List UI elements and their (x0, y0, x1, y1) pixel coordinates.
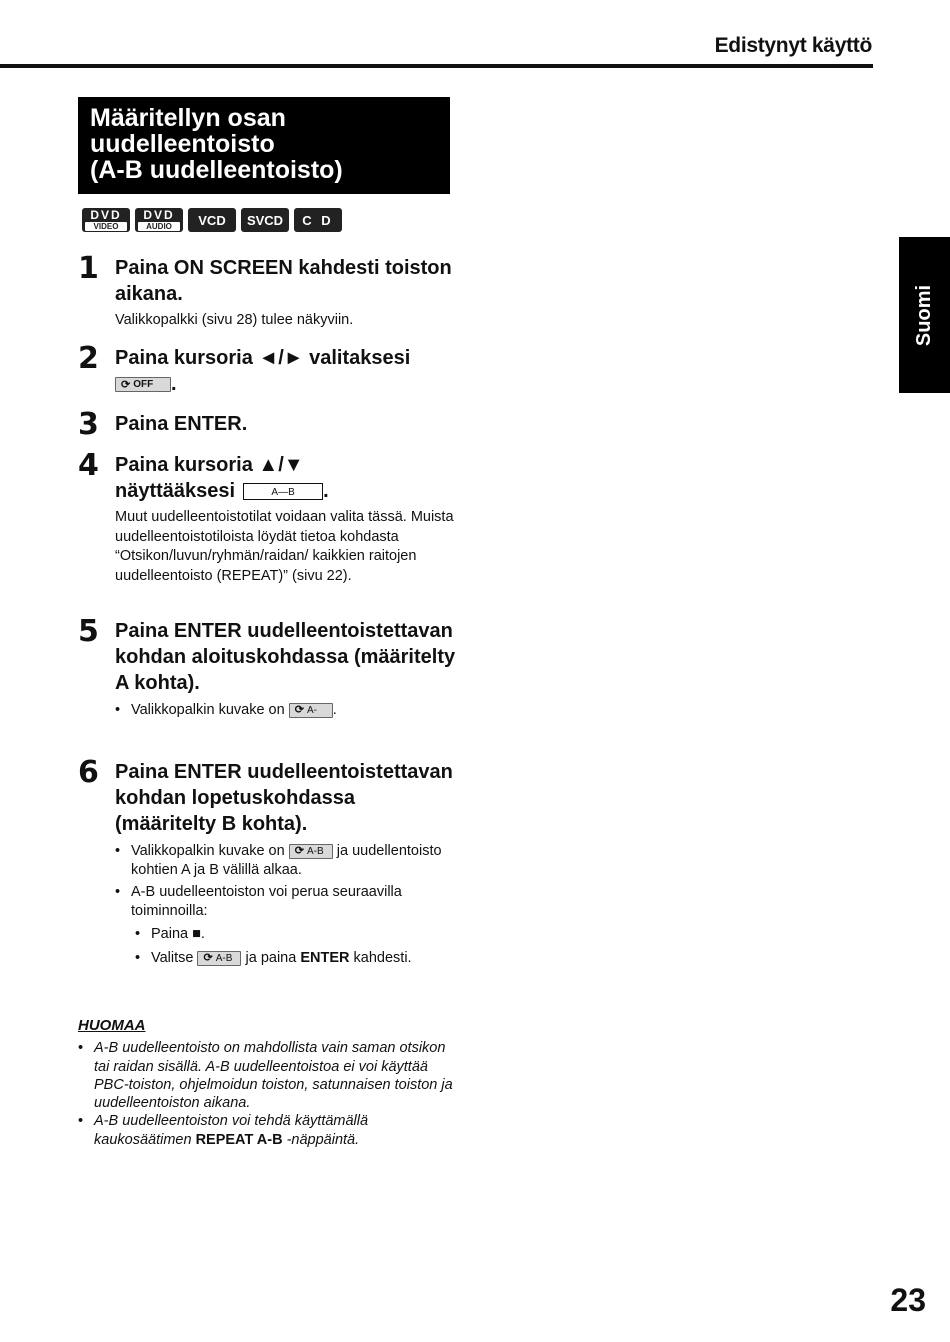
step-title-tail: . (323, 480, 329, 502)
step-title (115, 345, 458, 397)
step-title: Paina ON SCREEN kahdesti toiston aikana. (115, 257, 452, 305)
bullet-bold-text: ENTER (300, 950, 350, 966)
note-bold-text: REPEAT A-B (195, 1131, 283, 1148)
step-number: 3 (78, 407, 99, 442)
step-body: Muut uudelleentoistotilat voidaan valita tässä. Muista uudelleentoistotiloista löydät tietoa kohdasta “Otsikon/luvun/ryhmän/raidan/ kaikkien raitojen uudelleentoisto (REPEAT)” (sivu 22). (115, 509, 454, 584)
bullet-text: kahdesti. (353, 950, 412, 966)
repeat-off-icon (115, 377, 171, 392)
step-bullets (115, 842, 458, 968)
bullet-text: Paina ■. (151, 926, 205, 942)
repeat-ab-icon (289, 844, 333, 859)
dvd-video-badge (82, 208, 130, 232)
dvd-audio-badge (135, 208, 183, 232)
step-number: 1 (78, 251, 99, 286)
section-title (78, 97, 450, 194)
note-text: -näppäintä. (286, 1131, 360, 1148)
step-6 (78, 755, 458, 973)
sub-bullets (135, 925, 458, 968)
bullet-item (115, 701, 458, 720)
step-title: Paina ENTER. (115, 413, 248, 435)
repeat-ab-icon (197, 951, 241, 966)
step-3 (78, 407, 458, 442)
section-title-line: Määritellyn osan (90, 104, 286, 132)
step-number: 2 (78, 341, 99, 376)
header-rule (0, 64, 873, 68)
vcd-badge: VCD (188, 208, 236, 232)
step-5 (78, 614, 458, 723)
ab-repeat-display-icon: A—B (243, 483, 323, 500)
repeat-icon: ⟳ (121, 378, 131, 391)
icon-label: A- (306, 704, 317, 716)
step-body: Valikkopalkki (sivu 28) tulee näkyviin. (115, 312, 354, 328)
step-title: Paina ENTER uudelleentoistettavan kohdan lopetuskohdassa (määritelty B kohta). (115, 761, 453, 835)
note-text: A-B uudelleentoiston voi tehdä käyttämällä kaukosäätimen (94, 1113, 369, 1148)
step-number: 6 (78, 755, 99, 790)
repeat-icon: ⟳ (203, 951, 213, 964)
section-title-line: uudelleentoisto (90, 130, 275, 158)
repeat-a-icon (289, 703, 333, 718)
language-tab-label: Suomi (913, 284, 935, 346)
bullet-item (115, 883, 458, 921)
step-4 (78, 448, 458, 586)
step-2 (78, 341, 458, 397)
step-1 (78, 251, 458, 331)
step-title-text: Paina kursoria ◄/► valitaksesi (115, 347, 411, 369)
bullet-text: A-B uudelleentoiston voi perua seuraavilla toiminnoilla: (131, 884, 402, 919)
icon-label: A-B (306, 845, 324, 857)
bullet-item (115, 842, 458, 880)
bullet-text: Valikkopalkin kuvake on (131, 843, 285, 859)
step-title (115, 452, 458, 504)
badge-label: DVD (90, 208, 122, 222)
note-item (78, 1112, 458, 1149)
bullet-text: . (332, 702, 337, 718)
bullet-text: ja paina (245, 950, 297, 966)
step-title-text: näyttääksesi (115, 480, 236, 502)
page-header-title: Edistynyt käyttö (714, 34, 872, 57)
page-number: 23 (890, 1282, 926, 1318)
cd-badge: C D (294, 208, 342, 232)
section-title-line: (A-B uudelleentoisto) (90, 156, 343, 184)
repeat-icon: ⟳ (294, 844, 304, 857)
sub-bullet-item (135, 925, 458, 944)
disc-type-badges (82, 208, 342, 232)
badge-sublabel: AUDIO (138, 222, 180, 231)
note-section (78, 1017, 458, 1149)
icon-label: A-B (215, 952, 233, 964)
step-number: 4 (78, 448, 99, 483)
icon-label: OFF (133, 378, 154, 390)
badge-sublabel: VIDEO (85, 222, 127, 231)
step-title-tail: . (171, 373, 177, 395)
bullet-text: ja uudellentoisto kohtien A ja B välillä alkaa. (131, 843, 442, 878)
bullet-text: Valitse (151, 950, 194, 966)
badge-label: DVD (143, 208, 175, 222)
step-title-text: Paina kursoria ▲/▼ (115, 454, 304, 476)
bullet-text: Valikkopalkin kuvake on (131, 702, 285, 718)
sub-bullet-item (135, 949, 458, 968)
language-side-tab (899, 237, 950, 393)
repeat-icon: ⟳ (294, 703, 304, 716)
step-bullets (115, 701, 458, 720)
note-title: HUOMAA (78, 1017, 146, 1034)
svcd-badge: SVCD (241, 208, 289, 232)
note-item: • A-B uudelleentoisto on mahdollista vain saman otsikon tai raidan sisällä. A-B uudelleentoistoa ei voi käyttää PBC-toiston, ohjelmoidun toiston, satunnaisen toiston ja uudelleentoiston aikana. (78, 1039, 458, 1112)
step-title: Paina ENTER uudelleentoistettavan kohdan aloituskohdassa (määritelty A kohta). (115, 620, 456, 694)
step-number: 5 (78, 614, 99, 649)
